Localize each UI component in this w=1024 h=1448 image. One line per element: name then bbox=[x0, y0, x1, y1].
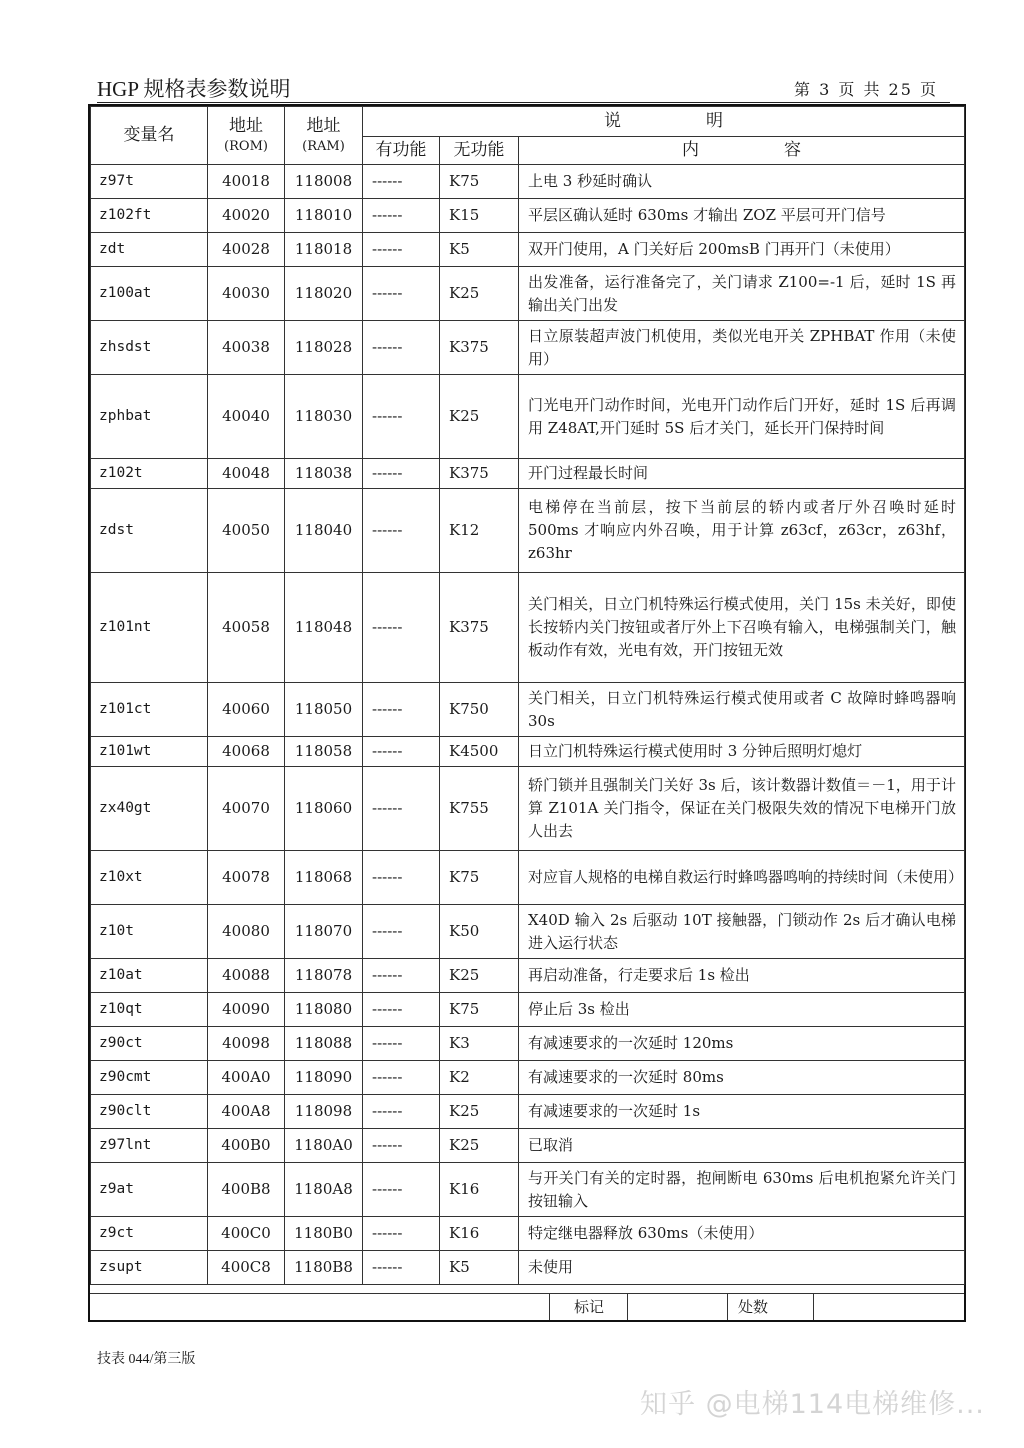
rom-address-cell: 40030 bbox=[208, 267, 285, 321]
active-function-cell: ------ bbox=[363, 1095, 440, 1129]
table-row bbox=[91, 683, 965, 737]
var-cell: zdt bbox=[91, 233, 208, 267]
var-cell: z10qt bbox=[91, 993, 208, 1027]
header-ram-bottom: (RAM) bbox=[302, 138, 345, 154]
inactive-function-cell: K755 bbox=[440, 767, 519, 851]
rom-address-cell: 40018 bbox=[208, 165, 285, 199]
rom-address-cell: 40068 bbox=[208, 737, 285, 767]
rom-address-cell: 40090 bbox=[208, 993, 285, 1027]
description-cell: 关门相关，日立门机特殊运行模式使用或者 C 故障时蜂鸣器响 30s bbox=[519, 683, 965, 737]
inactive-function-cell: K375 bbox=[440, 321, 519, 375]
var-cell: z102ft bbox=[91, 199, 208, 233]
header-var: 变量名 bbox=[91, 107, 208, 165]
rom-address-cell: 40098 bbox=[208, 1027, 285, 1061]
rom-address-cell: 40028 bbox=[208, 233, 285, 267]
table-row bbox=[91, 459, 965, 489]
rom-address-cell: 40078 bbox=[208, 851, 285, 905]
ram-address-cell: 118008 bbox=[285, 165, 363, 199]
table-row bbox=[91, 1251, 965, 1285]
description-cell: 电梯停在当前层，按下当前层的轿内或者厅外召唤时延时 500ms 才响应内外召唤，用于计算 z63cf，z63cr，z63hf，z63hr bbox=[519, 489, 965, 573]
active-function-cell: ------ bbox=[363, 993, 440, 1027]
inactive-function-cell: K4500 bbox=[440, 737, 519, 767]
rom-address-cell: 40088 bbox=[208, 959, 285, 993]
inactive-function-cell: K5 bbox=[440, 233, 519, 267]
rom-address-cell: 40040 bbox=[208, 375, 285, 459]
table-row bbox=[91, 959, 965, 993]
var-cell: zdst bbox=[91, 489, 208, 573]
rom-address-cell: 400A0 bbox=[208, 1061, 285, 1095]
rom-address-cell: 40070 bbox=[208, 767, 285, 851]
ram-address-cell: 118030 bbox=[285, 375, 363, 459]
mark-label: 标记 bbox=[574, 1298, 605, 1316]
var-cell: z10xt bbox=[91, 851, 208, 905]
table-row bbox=[91, 1027, 965, 1061]
table-row bbox=[91, 1163, 965, 1217]
header-rom bbox=[208, 107, 285, 165]
active-function-cell: ------ bbox=[363, 1027, 440, 1061]
rom-address-cell: 40020 bbox=[208, 199, 285, 233]
var-cell: zhsdst bbox=[91, 321, 208, 375]
spec-sheet bbox=[88, 104, 966, 1322]
ram-address-cell: 118058 bbox=[285, 737, 363, 767]
revision-mark-row bbox=[90, 1293, 964, 1320]
description-cell: 停止后 3s 检出 bbox=[519, 993, 965, 1027]
header-ram-top: 地址 bbox=[306, 115, 341, 136]
var-cell: z90ct bbox=[91, 1027, 208, 1061]
description-cell: 日立门机特殊运行模式使用时 3 分钟后照明灯熄灯 bbox=[519, 737, 965, 767]
table-row bbox=[91, 737, 965, 767]
active-function-cell: ------ bbox=[363, 199, 440, 233]
zhihu-watermark: 知乎 @电梯114电梯维修... bbox=[640, 1389, 985, 1420]
active-function-cell: ------ bbox=[363, 1251, 440, 1285]
document-title: HGP 规格表参数说明 bbox=[97, 77, 291, 101]
ram-address-cell: 118038 bbox=[285, 459, 363, 489]
table-row bbox=[91, 851, 965, 905]
active-function-cell: ------ bbox=[363, 459, 440, 489]
table-row bbox=[91, 267, 965, 321]
rom-address-cell: 400A8 bbox=[208, 1095, 285, 1129]
inactive-function-cell: K25 bbox=[440, 1095, 519, 1129]
active-function-cell: ------ bbox=[363, 489, 440, 573]
var-cell: z9ct bbox=[91, 1217, 208, 1251]
count-value-cell bbox=[813, 1294, 965, 1320]
table-row bbox=[91, 1095, 965, 1129]
table-row bbox=[91, 767, 965, 851]
header-content: 内 容 bbox=[519, 137, 965, 165]
inactive-function-cell: K16 bbox=[440, 1163, 519, 1217]
ram-address-cell: 118018 bbox=[285, 233, 363, 267]
active-function-cell: ------ bbox=[363, 267, 440, 321]
ram-address-cell: 118010 bbox=[285, 199, 363, 233]
rom-address-cell: 40058 bbox=[208, 573, 285, 683]
ram-address-cell: 1180A0 bbox=[285, 1129, 363, 1163]
description-cell: 出发准备，运行准备完了，关门请求 Z100=-1 后，延时 1S 再输出关门出发 bbox=[519, 267, 965, 321]
inactive-function-cell: K16 bbox=[440, 1217, 519, 1251]
rom-address-cell: 40038 bbox=[208, 321, 285, 375]
var-cell: z90clt bbox=[91, 1095, 208, 1129]
ram-address-cell: 118028 bbox=[285, 321, 363, 375]
inactive-function-cell: K25 bbox=[440, 267, 519, 321]
rom-address-cell: 400C0 bbox=[208, 1217, 285, 1251]
description-cell: 未使用 bbox=[519, 1251, 965, 1285]
description-cell: 有减速要求的一次延时 120ms bbox=[519, 1027, 965, 1061]
ram-address-cell: 1180B8 bbox=[285, 1251, 363, 1285]
inactive-function-cell: K375 bbox=[440, 573, 519, 683]
description-cell: X40D 输入 2s 后驱动 10T 接触器，门锁动作 2s 后才确认电梯进入运行状态 bbox=[519, 905, 965, 959]
ram-address-cell: 118068 bbox=[285, 851, 363, 905]
inactive-function-cell: K50 bbox=[440, 905, 519, 959]
var-cell: zx40gt bbox=[91, 767, 208, 851]
header-ram bbox=[285, 107, 363, 165]
inactive-function-cell: K25 bbox=[440, 959, 519, 993]
table-row bbox=[91, 233, 965, 267]
description-cell: 平层区确认延时 630ms 才输出 ZOZ 平层可开门信号 bbox=[519, 199, 965, 233]
ram-address-cell: 118020 bbox=[285, 267, 363, 321]
ram-address-cell: 118098 bbox=[285, 1095, 363, 1129]
active-function-cell: ------ bbox=[363, 1217, 440, 1251]
ram-address-cell: 118078 bbox=[285, 959, 363, 993]
description-cell: 特定继电器释放 630ms（未使用） bbox=[519, 1217, 965, 1251]
ram-address-cell: 118060 bbox=[285, 767, 363, 851]
count-label-cell bbox=[727, 1294, 814, 1320]
rom-address-cell: 40060 bbox=[208, 683, 285, 737]
header-description-group: 说 明 bbox=[363, 107, 965, 137]
var-cell: z90cmt bbox=[91, 1061, 208, 1095]
description-cell: 有减速要求的一次延时 1s bbox=[519, 1095, 965, 1129]
ram-address-cell: 1180A8 bbox=[285, 1163, 363, 1217]
form-number: 技表 044/第三版 bbox=[97, 1352, 196, 1367]
description-cell: 与开关门有关的定时器，抱闸断电 630ms 后电机抱紧允许关门按钮输入 bbox=[519, 1163, 965, 1217]
mark-label-cell bbox=[549, 1294, 628, 1320]
description-cell: 门光电开门动作时间，光电开门动作后门开好，延时 1S 后再调用 Z48AT,开门延时 5S 后才关门，延长开门保持时间 bbox=[519, 375, 965, 459]
var-cell: z101wt bbox=[91, 737, 208, 767]
ram-address-cell: 118088 bbox=[285, 1027, 363, 1061]
active-function-cell: ------ bbox=[363, 233, 440, 267]
ram-address-cell: 118090 bbox=[285, 1061, 363, 1095]
active-function-cell: ------ bbox=[363, 905, 440, 959]
count-label: 处数 bbox=[738, 1298, 769, 1316]
inactive-function-cell: K75 bbox=[440, 993, 519, 1027]
header-rom-top: 地址 bbox=[229, 115, 263, 136]
inactive-function-cell: K25 bbox=[440, 1129, 519, 1163]
table-row bbox=[91, 1217, 965, 1251]
rom-address-cell: 400C8 bbox=[208, 1251, 285, 1285]
table-row bbox=[91, 321, 965, 375]
inactive-function-cell: K15 bbox=[440, 199, 519, 233]
var-cell: z101ct bbox=[91, 683, 208, 737]
ram-address-cell: 1180B0 bbox=[285, 1217, 363, 1251]
var-cell: zphbat bbox=[91, 375, 208, 459]
description-cell: 已取消 bbox=[519, 1129, 965, 1163]
ram-address-cell: 118040 bbox=[285, 489, 363, 573]
table-row bbox=[91, 905, 965, 959]
active-function-cell: ------ bbox=[363, 683, 440, 737]
table-row bbox=[91, 573, 965, 683]
var-cell: z102t bbox=[91, 459, 208, 489]
description-cell: 日立原装超声波门机使用，类似光电开关 ZPHBAT 作用（未使用） bbox=[519, 321, 965, 375]
active-function-cell: ------ bbox=[363, 375, 440, 459]
inactive-function-cell: K5 bbox=[440, 1251, 519, 1285]
var-cell: z10at bbox=[91, 959, 208, 993]
var-cell: z100at bbox=[91, 267, 208, 321]
inactive-function-cell: K25 bbox=[440, 375, 519, 459]
rom-address-cell: 40050 bbox=[208, 489, 285, 573]
rom-address-cell: 400B8 bbox=[208, 1163, 285, 1217]
var-cell: z10t bbox=[91, 905, 208, 959]
ram-address-cell: 118050 bbox=[285, 683, 363, 737]
description-cell: 对应盲人规格的电梯自救运行时蜂鸣器鸣响的持续时间（未使用） bbox=[519, 851, 965, 905]
document-header bbox=[97, 76, 950, 103]
var-cell: z97t bbox=[91, 165, 208, 199]
active-function-cell: ------ bbox=[363, 1061, 440, 1095]
active-function-cell: ------ bbox=[363, 851, 440, 905]
description-cell: 关门相关，日立门机特殊运行模式使用，关门 15s 未关好，即使长按轿内关门按钮或者厅外上下召唤有输入，电梯强制关门，触板动作有效，光电有效，开门按钮无效 bbox=[519, 573, 965, 683]
var-cell: z101nt bbox=[91, 573, 208, 683]
table-row bbox=[91, 1061, 965, 1095]
description-cell: 有减速要求的一次延时 80ms bbox=[519, 1061, 965, 1095]
parameter-table bbox=[90, 106, 965, 1285]
active-function-cell: ------ bbox=[363, 573, 440, 683]
table-row bbox=[91, 199, 965, 233]
header-rom-bottom: (ROM) bbox=[224, 138, 268, 154]
active-function-cell: ------ bbox=[363, 165, 440, 199]
inactive-function-cell: K75 bbox=[440, 851, 519, 905]
description-cell: 再启动准备，行走要求后 1s 检出 bbox=[519, 959, 965, 993]
header-inactive: 无功能 bbox=[440, 137, 519, 165]
rom-address-cell: 40048 bbox=[208, 459, 285, 489]
var-cell: zsupt bbox=[91, 1251, 208, 1285]
ram-address-cell: 118070 bbox=[285, 905, 363, 959]
mark-value-cell bbox=[627, 1294, 728, 1320]
active-function-cell: ------ bbox=[363, 767, 440, 851]
description-cell: 轿门锁并且强制关门关好 3s 后，该计数器计数值＝－1，用于计算 Z101A 关门指令，保证在关门极限失效的情况下电梯开门放人出去 bbox=[519, 767, 965, 851]
table-row bbox=[91, 993, 965, 1027]
ram-address-cell: 118048 bbox=[285, 573, 363, 683]
active-function-cell: ------ bbox=[363, 737, 440, 767]
inactive-function-cell: K3 bbox=[440, 1027, 519, 1061]
active-function-cell: ------ bbox=[363, 321, 440, 375]
var-cell: z9at bbox=[91, 1163, 208, 1217]
rom-address-cell: 40080 bbox=[208, 905, 285, 959]
inactive-function-cell: K12 bbox=[440, 489, 519, 573]
description-cell: 双开门使用，A 门关好后 200msB 门再开门（未使用） bbox=[519, 233, 965, 267]
var-cell: z97lnt bbox=[91, 1129, 208, 1163]
inactive-function-cell: K750 bbox=[440, 683, 519, 737]
table-row bbox=[91, 375, 965, 459]
rom-address-cell: 400B0 bbox=[208, 1129, 285, 1163]
inactive-function-cell: K75 bbox=[440, 165, 519, 199]
ram-address-cell: 118080 bbox=[285, 993, 363, 1027]
active-function-cell: ------ bbox=[363, 1163, 440, 1217]
inactive-function-cell: K2 bbox=[440, 1061, 519, 1095]
description-cell: 上电 3 秒延时确认 bbox=[519, 165, 965, 199]
inactive-function-cell: K375 bbox=[440, 459, 519, 489]
page-number: 第 3 页 共 25 页 bbox=[794, 80, 938, 99]
header-active: 有功能 bbox=[363, 137, 440, 165]
active-function-cell: ------ bbox=[363, 1129, 440, 1163]
active-function-cell: ------ bbox=[363, 959, 440, 993]
table-row bbox=[91, 489, 965, 573]
description-cell: 开门过程最长时间 bbox=[519, 459, 965, 489]
table-row bbox=[91, 165, 965, 199]
table-row bbox=[91, 1129, 965, 1163]
